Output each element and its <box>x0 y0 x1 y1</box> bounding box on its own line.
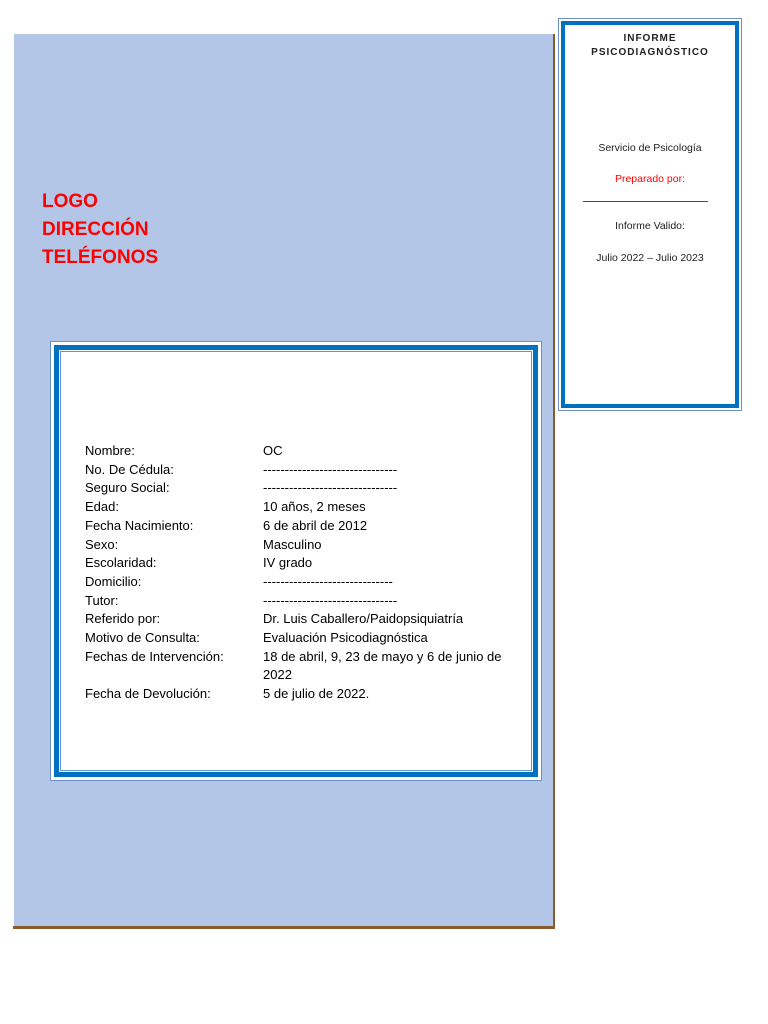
report-title-line1: INFORME <box>623 33 677 44</box>
info-value: Dr. Luis Caballero/Paidopsiquiatría <box>263 611 464 627</box>
prepared-by-signature-line <box>583 201 708 202</box>
info-label: Motivo de Consulta: <box>85 630 200 646</box>
logo-placeholder <box>42 188 158 272</box>
phones-line: TELÉFONOS <box>42 247 159 268</box>
sidebar-box <box>561 21 739 408</box>
info-row-motivo <box>85 629 515 648</box>
info-label: Sexo: <box>85 536 119 552</box>
report-title-line2: PSICODIAGNÓSTICO <box>591 47 709 58</box>
info-label: Edad: <box>85 499 119 515</box>
info-value: IV grado <box>263 555 313 571</box>
sidebar-frame <box>558 18 742 411</box>
info-row-escolaridad <box>85 554 515 573</box>
prepared-by-label: Preparado por: <box>614 173 686 185</box>
info-row-referido <box>85 610 515 629</box>
info-value: 5 de julio de 2022. <box>263 686 370 702</box>
info-value: ------------------------------- <box>263 592 398 608</box>
service-name: Servicio de Psicología <box>598 142 702 154</box>
info-label: Nombre: <box>85 443 135 458</box>
info-label: Escolaridad: <box>85 555 157 571</box>
info-value: Masculino <box>263 536 322 552</box>
info-label: Tutor: <box>85 592 119 608</box>
info-value: ------------------------------ <box>263 573 393 589</box>
info-row-cedula <box>85 461 515 480</box>
info-value: 6 de abril de 2012 <box>263 517 368 533</box>
info-label: Fecha de Devolución: <box>85 686 211 702</box>
report-title <box>560 32 740 60</box>
valid-label: Informe Valido: <box>615 220 685 232</box>
logo-line: LOGO <box>42 191 98 212</box>
valid-period: Julio 2022 – Julio 2023 <box>596 252 704 264</box>
info-value: Evaluación Psicodiagnóstica <box>263 630 428 646</box>
info-value: 10 años, 2 meses <box>263 499 366 515</box>
info-value: OC <box>263 443 283 458</box>
address-line: DIRECCIÓN <box>42 219 149 240</box>
info-label: Seguro Social: <box>85 480 170 496</box>
info-row-seguro-social <box>85 479 515 498</box>
info-value: 18 de abril, 9, 23 de mayo y 6 de junio de 2022 <box>263 648 502 683</box>
patient-info-table <box>85 442 515 704</box>
info-row-fechas-intervencion <box>85 648 515 685</box>
info-row-fecha-nacimiento <box>85 517 515 536</box>
info-value: ------------------------------- <box>263 461 398 477</box>
info-row-sexo <box>85 536 515 555</box>
info-row-tutor <box>85 592 515 611</box>
info-label: Fechas de Intervención: <box>85 648 224 664</box>
info-row-edad <box>85 498 515 517</box>
info-row-domicilio <box>85 573 515 592</box>
info-label: Fecha Nacimiento: <box>85 517 194 533</box>
info-value: ------------------------------- <box>263 480 398 496</box>
info-row-nombre <box>85 442 515 461</box>
info-label: Domicilio: <box>85 573 142 589</box>
info-row-fecha-devolucion <box>85 685 515 704</box>
info-label: No. De Cédula: <box>85 461 174 477</box>
info-label: Referido por: <box>85 611 161 627</box>
